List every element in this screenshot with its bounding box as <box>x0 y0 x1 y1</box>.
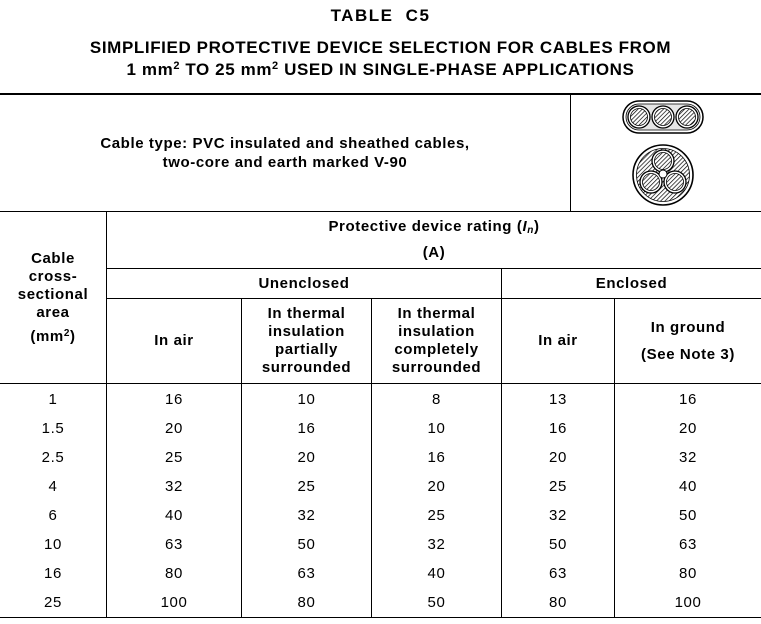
table-row <box>0 472 761 501</box>
column-header-cable-area <box>0 212 106 383</box>
flat-three-core-cable-icon <box>623 101 703 133</box>
symbol-subscript: n <box>527 225 534 236</box>
cell-thermal-complete: 20 <box>427 478 446 495</box>
cell-thermal-complete: 16 <box>427 449 446 466</box>
cell-thermal-partial: 10 <box>297 391 316 408</box>
cell-enclosed-in-air: 16 <box>549 420 567 437</box>
title-part: TO 25 mm <box>180 60 273 79</box>
cable-illustration-svg <box>571 95 761 211</box>
cell-cable-area: 10 <box>44 536 62 553</box>
cable-type-line-2: two-core and earth marked V-90 <box>162 154 408 171</box>
cell-enclosed-in-air: 80 <box>549 594 567 611</box>
header-text: insulation <box>268 323 345 340</box>
table-title-line-1: SIMPLIFIED PROTECTIVE DEVICE SELECTION FOR CABLES FROM <box>89 38 672 57</box>
cell-thermal-partial: 80 <box>297 594 316 611</box>
cell-enclosed-in-ground: 100 <box>674 594 702 611</box>
title-part: 1 mm <box>126 60 174 79</box>
cell-enclosed-in-air: 32 <box>549 507 567 524</box>
unit-superscript: 2 <box>63 327 71 339</box>
cell-thermal-complete: 32 <box>427 536 446 553</box>
rating-symbol <box>522 218 534 235</box>
header-text: surrounded <box>261 359 352 376</box>
cell-enclosed-in-ground: 40 <box>679 478 697 495</box>
cell-thermal-partial: 32 <box>297 507 316 524</box>
cell-cable-area: 6 <box>48 507 58 524</box>
rating-label <box>328 214 539 240</box>
column-header-thermal-complete <box>372 299 501 383</box>
table-row <box>0 443 761 472</box>
cell-unenclosed-in-air: 100 <box>160 594 188 611</box>
title-part: USED IN SINGLE-PHASE APPLICATIONS <box>278 60 635 79</box>
header-text: (See Note 3) <box>641 346 735 363</box>
cable-illustration <box>571 95 761 211</box>
cell-cable-area: 4 <box>48 478 58 495</box>
cell-unenclosed-in-air: 80 <box>165 565 183 582</box>
round-three-core-cable-icon <box>633 145 693 205</box>
title-superscript: 2 <box>173 60 181 72</box>
column-header-enclosed-in-air: In air <box>538 332 578 349</box>
cell-enclosed-in-ground: 80 <box>679 565 697 582</box>
cell-cable-area: 1 <box>48 391 58 408</box>
cell-unenclosed-in-air: 25 <box>165 449 183 466</box>
symbol-letter: I <box>522 218 528 235</box>
header-text: insulation <box>398 323 475 340</box>
cell-unenclosed-in-air: 16 <box>165 391 183 408</box>
header-text: ) <box>533 218 540 235</box>
column-header-enclosed-in-ground <box>615 299 761 383</box>
cell-unenclosed-in-air: 20 <box>165 420 183 437</box>
cell-enclosed-in-ground: 50 <box>679 507 697 524</box>
header-text: partially <box>275 341 338 358</box>
cable-type-description <box>0 95 570 211</box>
cell-thermal-complete: 8 <box>432 391 441 408</box>
rating-unit: (A) <box>422 244 446 261</box>
table-title-line-2 <box>0 60 761 80</box>
cell-unenclosed-in-air: 32 <box>165 478 183 495</box>
cell-thermal-complete: 25 <box>427 507 446 524</box>
cell-cable-area: 1.5 <box>41 420 65 437</box>
cell-unenclosed-in-air: 63 <box>165 536 183 553</box>
header-text: In ground <box>650 319 726 336</box>
table-row <box>0 501 761 530</box>
header-text: cross- <box>28 267 78 285</box>
header-text: ) <box>70 327 76 345</box>
cable-type-line-1: Cable type: PVC insulated and sheathed cables, <box>100 135 470 152</box>
cell-enclosed-in-air: 25 <box>549 478 567 495</box>
cell-enclosed-in-air: 20 <box>549 449 567 466</box>
cell-unenclosed-in-air: 40 <box>165 507 183 524</box>
column-header-thermal-partial <box>242 299 371 383</box>
header-text: area <box>36 303 70 321</box>
protective-device-rating-header <box>107 212 761 268</box>
cell-cable-area: 16 <box>44 565 62 582</box>
enclosed-group-header: Enclosed <box>595 274 668 292</box>
header-text: surrounded <box>391 359 482 376</box>
cell-thermal-complete: 50 <box>427 594 446 611</box>
header-text: In thermal <box>267 305 346 322</box>
cell-thermal-complete: 40 <box>427 565 446 582</box>
area-unit <box>30 328 75 346</box>
cell-thermal-partial: 50 <box>297 536 316 553</box>
table-row <box>0 385 761 414</box>
cell-thermal-partial: 25 <box>297 478 316 495</box>
cell-cable-area: 2.5 <box>41 449 65 466</box>
table-row <box>0 414 761 443</box>
cell-enclosed-in-ground: 32 <box>679 449 697 466</box>
title-superscript: 2 <box>272 60 279 72</box>
table-number: TABLE C5 <box>330 6 431 25</box>
cell-enclosed-in-air: 13 <box>549 391 567 408</box>
unenclosed-group-header: Unenclosed <box>258 274 350 292</box>
cell-enclosed-in-air: 50 <box>549 536 567 553</box>
cell-enclosed-in-air: 63 <box>549 565 567 582</box>
cell-thermal-partial: 20 <box>297 449 316 466</box>
header-text: sectional <box>17 285 89 303</box>
cell-enclosed-in-ground: 16 <box>679 391 697 408</box>
header-text: (mm <box>30 327 64 345</box>
cell-enclosed-in-ground: 63 <box>679 536 697 553</box>
cell-thermal-partial: 63 <box>297 565 316 582</box>
table-row <box>0 559 761 588</box>
cell-thermal-complete: 10 <box>427 420 446 437</box>
column-header-unenclosed-in-air: In air <box>154 332 194 349</box>
table-row <box>0 588 761 617</box>
header-text: In thermal <box>397 305 476 322</box>
header-text: Protective device rating ( <box>328 218 523 235</box>
header-text: completely <box>394 341 479 358</box>
table-bottom-rule <box>0 617 761 618</box>
cell-thermal-partial: 16 <box>297 420 316 437</box>
cell-cable-area: 25 <box>44 594 62 611</box>
header-text: Cable <box>31 249 75 267</box>
table-row <box>0 530 761 559</box>
cell-enclosed-in-ground: 20 <box>679 420 697 437</box>
header-bottom-rule <box>0 383 761 384</box>
